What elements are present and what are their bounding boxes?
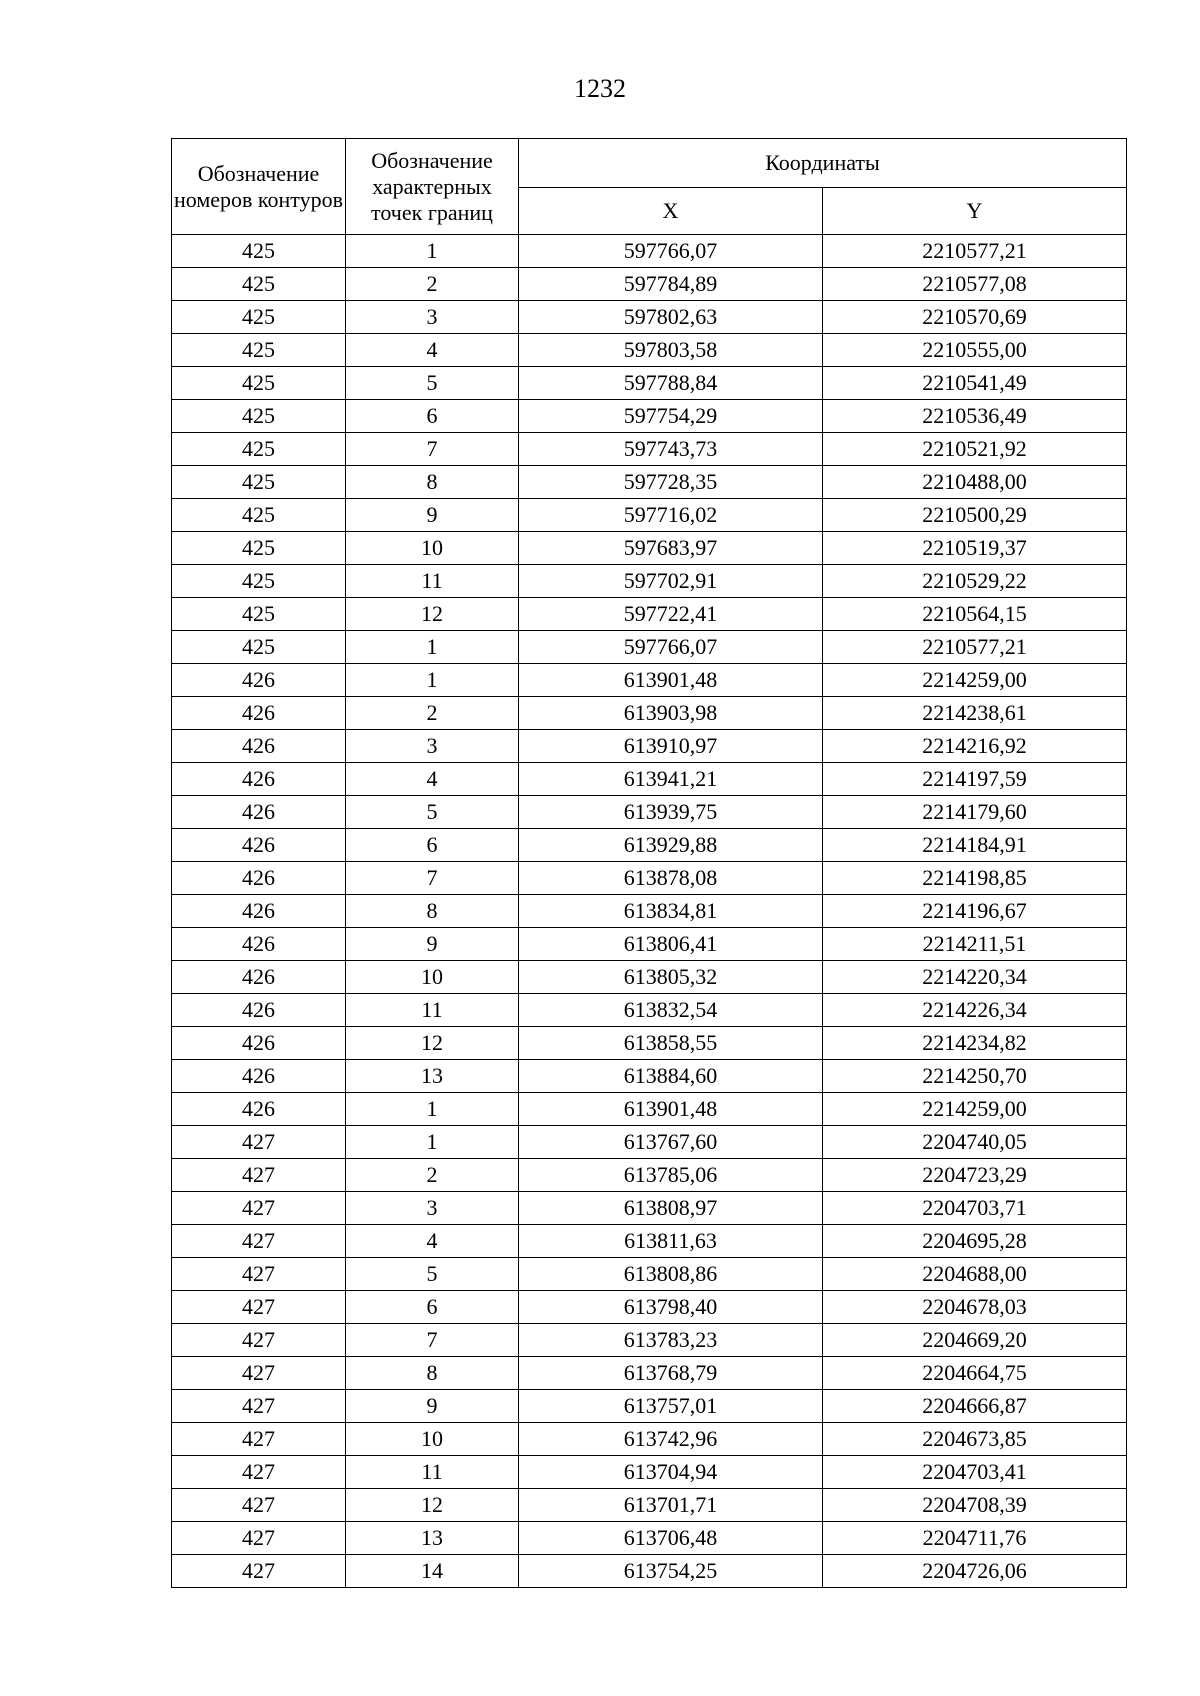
- table-row: [172, 400, 1127, 433]
- contour-number-cell: 425: [172, 400, 346, 433]
- point-number-cell: 3: [346, 301, 519, 334]
- y-coordinate-cell: 2214220,34: [823, 961, 1127, 994]
- x-coordinate-cell: 613811,63: [519, 1225, 823, 1258]
- contour-number-cell: 426: [172, 829, 346, 862]
- table-row: [172, 1225, 1127, 1258]
- table-row: [172, 367, 1127, 400]
- table-row: [172, 1555, 1127, 1588]
- point-number-cell: 3: [346, 1192, 519, 1225]
- x-coordinate-cell: 613910,97: [519, 730, 823, 763]
- point-number-cell: 13: [346, 1522, 519, 1555]
- x-coordinate-cell: 597743,73: [519, 433, 823, 466]
- header-x: X: [519, 188, 823, 235]
- point-number-cell: 10: [346, 961, 519, 994]
- table-row: [172, 268, 1127, 301]
- contour-number-cell: 425: [172, 367, 346, 400]
- y-coordinate-cell: 2204666,87: [823, 1390, 1127, 1423]
- x-coordinate-cell: 597754,29: [519, 400, 823, 433]
- table-row: [172, 433, 1127, 466]
- point-number-cell: 11: [346, 994, 519, 1027]
- x-coordinate-cell: 613832,54: [519, 994, 823, 1027]
- contour-number-cell: 427: [172, 1357, 346, 1390]
- x-coordinate-cell: 613704,94: [519, 1456, 823, 1489]
- x-coordinate-cell: 613903,98: [519, 697, 823, 730]
- point-number-cell: 2: [346, 697, 519, 730]
- point-number-cell: 12: [346, 1489, 519, 1522]
- point-number-cell: 7: [346, 433, 519, 466]
- y-coordinate-cell: 2210488,00: [823, 466, 1127, 499]
- table-row: [172, 1456, 1127, 1489]
- contour-number-cell: 425: [172, 268, 346, 301]
- contour-number-cell: 425: [172, 598, 346, 631]
- x-coordinate-cell: 597716,02: [519, 499, 823, 532]
- table-row: [172, 499, 1127, 532]
- table-row: [172, 1390, 1127, 1423]
- x-coordinate-cell: 597802,63: [519, 301, 823, 334]
- contour-number-cell: 426: [172, 1060, 346, 1093]
- y-coordinate-cell: 2210577,21: [823, 235, 1127, 268]
- point-number-cell: 1: [346, 664, 519, 697]
- contour-number-cell: 425: [172, 334, 346, 367]
- y-coordinate-cell: 2214184,91: [823, 829, 1127, 862]
- x-coordinate-cell: 613754,25: [519, 1555, 823, 1588]
- point-number-cell: 3: [346, 730, 519, 763]
- contour-number-cell: 427: [172, 1126, 346, 1159]
- y-coordinate-cell: 2204678,03: [823, 1291, 1127, 1324]
- table-row: [172, 1027, 1127, 1060]
- y-coordinate-cell: 2204740,05: [823, 1126, 1127, 1159]
- contour-number-cell: 427: [172, 1291, 346, 1324]
- y-coordinate-cell: 2210577,21: [823, 631, 1127, 664]
- x-coordinate-cell: 613783,23: [519, 1324, 823, 1357]
- point-number-cell: 5: [346, 367, 519, 400]
- contour-number-cell: 427: [172, 1159, 346, 1192]
- table-row: [172, 1357, 1127, 1390]
- table-body: [172, 235, 1127, 1588]
- table-row: [172, 1489, 1127, 1522]
- y-coordinate-cell: 2210577,08: [823, 268, 1127, 301]
- table-row: [172, 763, 1127, 796]
- contour-number-cell: 425: [172, 301, 346, 334]
- x-coordinate-cell: 613901,48: [519, 664, 823, 697]
- point-number-cell: 5: [346, 796, 519, 829]
- table-row: [172, 994, 1127, 1027]
- header-boundary-points: Обозначение характерных точек границ: [346, 139, 519, 235]
- table-row: [172, 895, 1127, 928]
- y-coordinate-cell: 2214211,51: [823, 928, 1127, 961]
- contour-number-cell: 427: [172, 1522, 346, 1555]
- table-row: [172, 664, 1127, 697]
- table-row: [172, 1324, 1127, 1357]
- x-coordinate-cell: 613929,88: [519, 829, 823, 862]
- table-row: [172, 862, 1127, 895]
- contour-number-cell: 426: [172, 994, 346, 1027]
- x-coordinate-cell: 613785,06: [519, 1159, 823, 1192]
- point-number-cell: 6: [346, 829, 519, 862]
- point-number-cell: 1: [346, 235, 519, 268]
- x-coordinate-cell: 613742,96: [519, 1423, 823, 1456]
- page-number: 1232: [574, 74, 626, 103]
- x-coordinate-cell: 613939,75: [519, 796, 823, 829]
- y-coordinate-cell: 2204711,76: [823, 1522, 1127, 1555]
- table-row: [172, 961, 1127, 994]
- x-coordinate-cell: 613701,71: [519, 1489, 823, 1522]
- x-coordinate-cell: 597766,07: [519, 235, 823, 268]
- contour-number-cell: 426: [172, 928, 346, 961]
- table-row: [172, 1258, 1127, 1291]
- contour-number-cell: 427: [172, 1555, 346, 1588]
- header-contour-numbers: Обозначение номеров контуров: [172, 139, 346, 235]
- contour-number-cell: 425: [172, 433, 346, 466]
- table-row: [172, 1060, 1127, 1093]
- point-number-cell: 12: [346, 1027, 519, 1060]
- table-row: [172, 928, 1127, 961]
- header-y: Y: [823, 188, 1127, 235]
- y-coordinate-cell: 2214226,34: [823, 994, 1127, 1027]
- x-coordinate-cell: 613858,55: [519, 1027, 823, 1060]
- table-row: [172, 532, 1127, 565]
- point-number-cell: 5: [346, 1258, 519, 1291]
- contour-number-cell: 426: [172, 697, 346, 730]
- y-coordinate-cell: 2210555,00: [823, 334, 1127, 367]
- table-row: [172, 1093, 1127, 1126]
- contour-number-cell: 427: [172, 1390, 346, 1423]
- point-number-cell: 2: [346, 1159, 519, 1192]
- y-coordinate-cell: 2204664,75: [823, 1357, 1127, 1390]
- point-number-cell: 8: [346, 466, 519, 499]
- table-row: [172, 1192, 1127, 1225]
- x-coordinate-cell: 597728,35: [519, 466, 823, 499]
- contour-number-cell: 426: [172, 730, 346, 763]
- table-row: [172, 1423, 1127, 1456]
- contour-number-cell: 425: [172, 499, 346, 532]
- table-header: [172, 139, 1127, 235]
- y-coordinate-cell: 2204673,85: [823, 1423, 1127, 1456]
- point-number-cell: 12: [346, 598, 519, 631]
- point-number-cell: 11: [346, 565, 519, 598]
- table-row: [172, 334, 1127, 367]
- y-coordinate-cell: 2210521,92: [823, 433, 1127, 466]
- contour-number-cell: 426: [172, 1027, 346, 1060]
- table-row: [172, 598, 1127, 631]
- point-number-cell: 9: [346, 1390, 519, 1423]
- x-coordinate-cell: 597702,91: [519, 565, 823, 598]
- x-coordinate-cell: 613808,97: [519, 1192, 823, 1225]
- contour-number-cell: 425: [172, 565, 346, 598]
- table-row: [172, 697, 1127, 730]
- contour-number-cell: 426: [172, 895, 346, 928]
- y-coordinate-cell: 2214216,92: [823, 730, 1127, 763]
- x-coordinate-cell: 597788,84: [519, 367, 823, 400]
- point-number-cell: 4: [346, 334, 519, 367]
- point-number-cell: 8: [346, 1357, 519, 1390]
- x-coordinate-cell: 597683,97: [519, 532, 823, 565]
- y-coordinate-cell: 2210529,22: [823, 565, 1127, 598]
- table-row: [172, 796, 1127, 829]
- y-coordinate-cell: 2210536,49: [823, 400, 1127, 433]
- y-coordinate-cell: 2210570,69: [823, 301, 1127, 334]
- contour-number-cell: 425: [172, 466, 346, 499]
- x-coordinate-cell: 613798,40: [519, 1291, 823, 1324]
- y-coordinate-cell: 2214196,67: [823, 895, 1127, 928]
- x-coordinate-cell: 597722,41: [519, 598, 823, 631]
- y-coordinate-cell: 2214179,60: [823, 796, 1127, 829]
- contour-number-cell: 427: [172, 1423, 346, 1456]
- y-coordinate-cell: 2210564,15: [823, 598, 1127, 631]
- table-row: [172, 1291, 1127, 1324]
- contour-number-cell: 426: [172, 961, 346, 994]
- table-row: [172, 1522, 1127, 1555]
- table-row: [172, 565, 1127, 598]
- point-number-cell: 10: [346, 532, 519, 565]
- contour-number-cell: 425: [172, 532, 346, 565]
- x-coordinate-cell: 613706,48: [519, 1522, 823, 1555]
- point-number-cell: 7: [346, 862, 519, 895]
- contour-number-cell: 425: [172, 631, 346, 664]
- point-number-cell: 1: [346, 1093, 519, 1126]
- contour-number-cell: 427: [172, 1456, 346, 1489]
- y-coordinate-cell: 2204708,39: [823, 1489, 1127, 1522]
- contour-number-cell: 426: [172, 796, 346, 829]
- x-coordinate-cell: 613878,08: [519, 862, 823, 895]
- table-row: [172, 730, 1127, 763]
- x-coordinate-cell: 597803,58: [519, 334, 823, 367]
- contour-number-cell: 426: [172, 664, 346, 697]
- contour-number-cell: 427: [172, 1192, 346, 1225]
- y-coordinate-cell: 2210500,29: [823, 499, 1127, 532]
- y-coordinate-cell: 2214198,85: [823, 862, 1127, 895]
- x-coordinate-cell: 597784,89: [519, 268, 823, 301]
- y-coordinate-cell: 2204695,28: [823, 1225, 1127, 1258]
- point-number-cell: 8: [346, 895, 519, 928]
- y-coordinate-cell: 2214197,59: [823, 763, 1127, 796]
- x-coordinate-cell: 613757,01: [519, 1390, 823, 1423]
- point-number-cell: 7: [346, 1324, 519, 1357]
- x-coordinate-cell: 597766,07: [519, 631, 823, 664]
- y-coordinate-cell: 2204723,29: [823, 1159, 1127, 1192]
- x-coordinate-cell: 613767,60: [519, 1126, 823, 1159]
- point-number-cell: 13: [346, 1060, 519, 1093]
- point-number-cell: 4: [346, 1225, 519, 1258]
- point-number-cell: 10: [346, 1423, 519, 1456]
- point-number-cell: 14: [346, 1555, 519, 1588]
- table-row: [172, 631, 1127, 664]
- y-coordinate-cell: 2214250,70: [823, 1060, 1127, 1093]
- point-number-cell: 6: [346, 1291, 519, 1324]
- table-row: [172, 1126, 1127, 1159]
- contour-number-cell: 427: [172, 1225, 346, 1258]
- table-row: [172, 301, 1127, 334]
- contour-number-cell: 426: [172, 763, 346, 796]
- y-coordinate-cell: 2210541,49: [823, 367, 1127, 400]
- contour-number-cell: 427: [172, 1324, 346, 1357]
- x-coordinate-cell: 613768,79: [519, 1357, 823, 1390]
- x-coordinate-cell: 613808,86: [519, 1258, 823, 1291]
- contour-number-cell: 426: [172, 1093, 346, 1126]
- x-coordinate-cell: 613805,32: [519, 961, 823, 994]
- contour-number-cell: 425: [172, 235, 346, 268]
- contour-number-cell: 426: [172, 862, 346, 895]
- coordinates-table: [171, 138, 1127, 1588]
- header-coordinates: Координаты: [519, 139, 1127, 188]
- y-coordinate-cell: 2204703,41: [823, 1456, 1127, 1489]
- y-coordinate-cell: 2210519,37: [823, 532, 1127, 565]
- x-coordinate-cell: 613806,41: [519, 928, 823, 961]
- x-coordinate-cell: 613884,60: [519, 1060, 823, 1093]
- point-number-cell: 11: [346, 1456, 519, 1489]
- y-coordinate-cell: 2214259,00: [823, 1093, 1127, 1126]
- y-coordinate-cell: 2214259,00: [823, 664, 1127, 697]
- table-row: [172, 1159, 1127, 1192]
- x-coordinate-cell: 613941,21: [519, 763, 823, 796]
- point-number-cell: 1: [346, 631, 519, 664]
- x-coordinate-cell: 613901,48: [519, 1093, 823, 1126]
- point-number-cell: 9: [346, 928, 519, 961]
- y-coordinate-cell: 2204726,06: [823, 1555, 1127, 1588]
- point-number-cell: 2: [346, 268, 519, 301]
- point-number-cell: 4: [346, 763, 519, 796]
- table-row: [172, 466, 1127, 499]
- point-number-cell: 9: [346, 499, 519, 532]
- y-coordinate-cell: 2204688,00: [823, 1258, 1127, 1291]
- y-coordinate-cell: 2214238,61: [823, 697, 1127, 730]
- point-number-cell: 6: [346, 400, 519, 433]
- contour-number-cell: 427: [172, 1258, 346, 1291]
- table-row: [172, 829, 1127, 862]
- y-coordinate-cell: 2204703,71: [823, 1192, 1127, 1225]
- table-row: [172, 235, 1127, 268]
- y-coordinate-cell: 2204669,20: [823, 1324, 1127, 1357]
- x-coordinate-cell: 613834,81: [519, 895, 823, 928]
- contour-number-cell: 427: [172, 1489, 346, 1522]
- y-coordinate-cell: 2214234,82: [823, 1027, 1127, 1060]
- point-number-cell: 1: [346, 1126, 519, 1159]
